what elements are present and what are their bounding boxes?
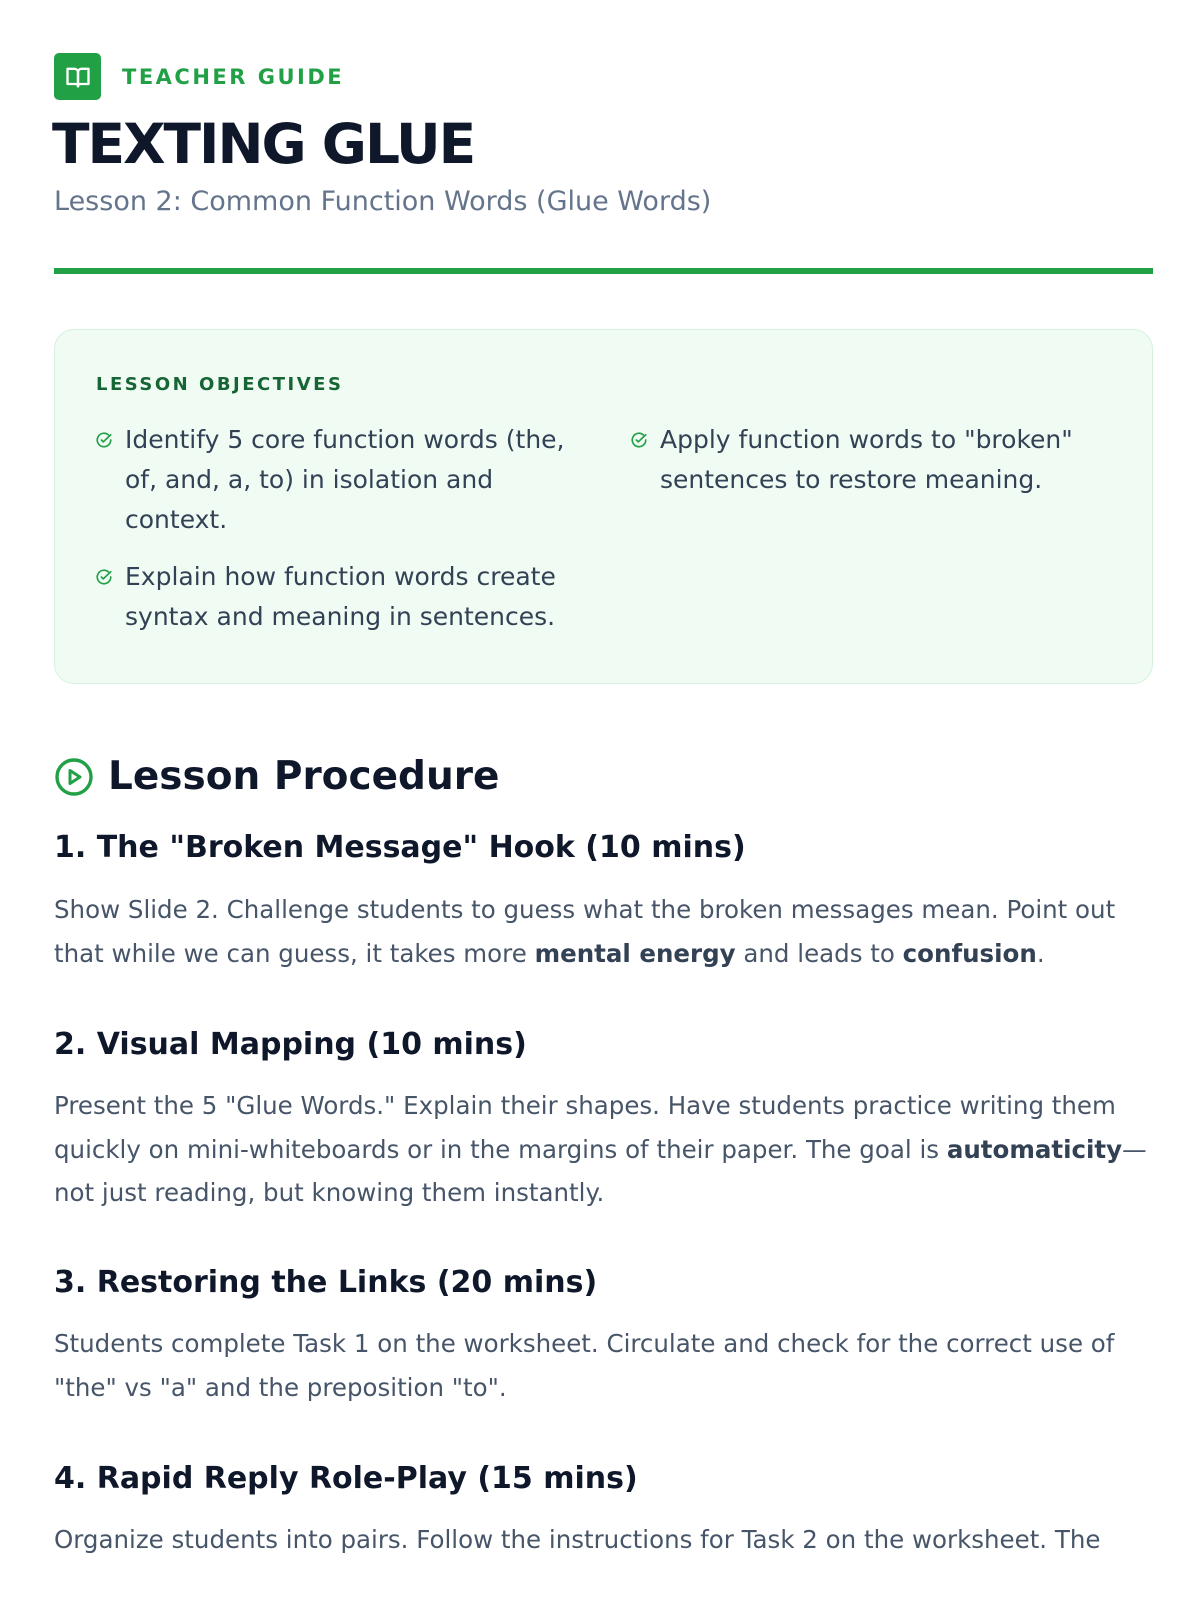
step-title: 3. Restoring the Links (20 mins) <box>54 1265 598 1300</box>
objective-text: Apply function words to "broken" sentences to restore meaning. <box>660 425 1073 494</box>
step-title: 4. Rapid Reply Role-Play (15 mins) <box>54 1461 638 1496</box>
step-body <box>54 1518 1159 1562</box>
objective-text: Explain how function words create syntax and meaning in sentences. <box>125 562 556 631</box>
check-circle-icon <box>95 431 113 449</box>
guide-badge <box>54 53 344 100</box>
emphasis-text: automaticity <box>946 1134 1123 1164</box>
emphasis-text: mental energy <box>534 938 736 968</box>
body-text: Students complete Task 1 on the worksheet. Circulate and check for the correct use of "the" vs "a" and the preposition "to". <box>54 1329 1115 1402</box>
step-body <box>54 1084 1159 1215</box>
objective-text: Identify 5 core function words (the, of, and, a, to) in isolation and context. <box>125 425 565 534</box>
check-circle-icon <box>95 568 113 586</box>
check-circle-icon <box>630 431 648 449</box>
lesson-objectives-card <box>54 329 1153 684</box>
objective-item <box>630 420 1100 500</box>
body-text: Organize students into pairs. Follow the instructions for Task 2 on the worksheet. The <box>54 1525 1101 1554</box>
header-divider <box>54 268 1153 274</box>
page-title: TEXTING GLUE <box>52 112 475 176</box>
body-text: —not just reading, but knowing them instantly. <box>54 1134 1147 1207</box>
body-text: Present the 5 "Glue Words." Explain their shapes. Have students practice writing them quickly on mini-whiteboards or in the margins of their paper. The goal is <box>54 1091 1116 1164</box>
step-title: 2. Visual Mapping (10 mins) <box>54 1027 527 1062</box>
step-body <box>54 1322 1159 1409</box>
step-body <box>54 888 1159 975</box>
objective-item <box>95 557 580 637</box>
procedure-heading <box>54 754 499 799</box>
emphasis-text: confusion <box>902 938 1037 968</box>
step-title: 1. The "Broken Message" Hook (10 mins) <box>54 830 746 865</box>
objectives-heading: LESSON OBJECTIVES <box>96 374 344 395</box>
page-subtitle: Lesson 2: Common Function Words (Glue Words) <box>54 186 712 217</box>
body-text: . <box>1036 938 1045 968</box>
play-circle-icon <box>54 757 94 797</box>
objective-item <box>95 420 580 540</box>
procedure-title: Lesson Procedure <box>108 754 500 799</box>
book-open-icon <box>54 53 101 100</box>
body-text: and leads to <box>735 938 903 968</box>
body-text: Show Slide 2. Challenge students to guess what the broken messages mean. Point out that while we can guess, it takes more <box>54 895 1116 968</box>
guide-label: TEACHER GUIDE <box>122 64 345 89</box>
